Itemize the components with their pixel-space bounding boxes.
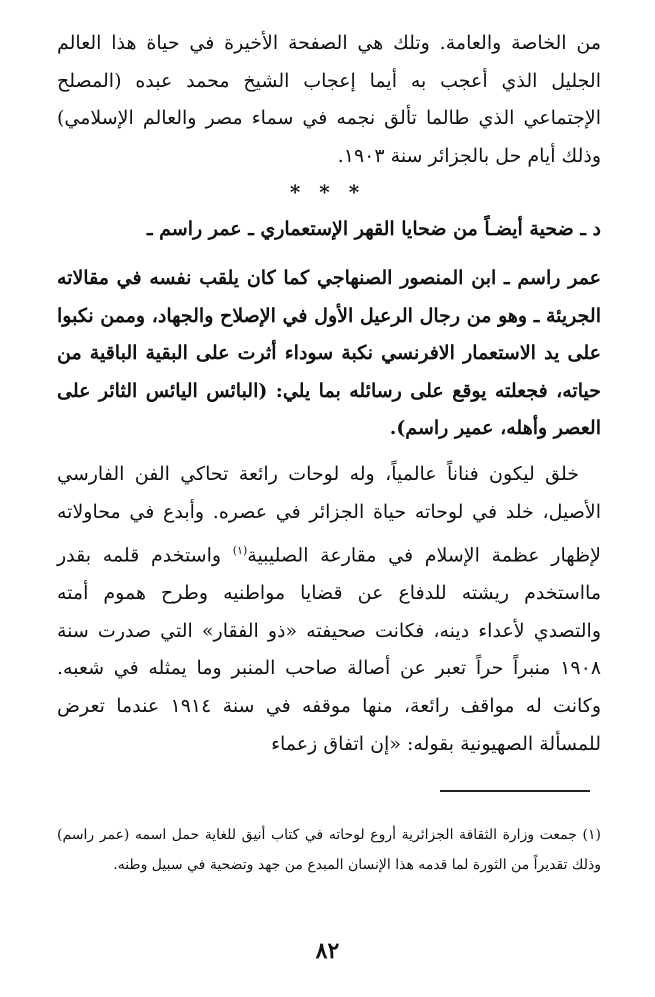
section-separator: * * * <box>289 180 366 204</box>
paragraph-main-part-1: خلق ليكون فناناً عالمياً، وله لوحات رائعة تحاكي الفن الفارسي الأصيل، خلد في لوحاته حياة الجزائر في عصره. وأبدع في محاولاته لإظهار عظمة الإسلام في مقارعة الصليبية <box>57 463 601 566</box>
footnote: (١) جمعت وزارة الثقافة الجزائرية أروع لوحاته في كتاب أنيق للغاية حمل اسمه (عمر راسم) وذلك تقديراً من الثورة لما قدمه هذا الإنسان المبدع من جهد وتضحية في سبيل وطنه. <box>57 827 601 873</box>
section-heading: د ـ ضحية أيضـاً من ضحايا القهر الإستعماري ـ عمر راسم ـ <box>146 218 601 240</box>
paragraph-main <box>57 456 601 764</box>
footnote-divider <box>440 790 590 792</box>
paragraph-top: من الخاصة والعامة. وتلك هي الصفحة الأخيرة في حياة هذا العالم الجليل الذي أعجب به أيما إعجاب الشيخ محمد عبده (المصلح الإجتماعي الذي طالما تألق نجمه في سماء مصر والعالم الإسلامي) وذلك أيام حل بالجزائر سنة ١٩٠٣. <box>57 32 601 167</box>
paragraph-main-part-2: واستخدم قلمه بقدر مااستخدم ريشته للدفاع عن قضايا مواطنيه وطرح هموم أمته والتصدي لأعداء دينه، فكانت صحيفته «ذو الفقار» التي صدرت سنة ١٩٠٨ منبراً حراً تعبر عن أصالة صاحب المنبر وما يمثله في شعبه. وكانت له مواقف رائعة، منها موقفه في سنة ١٩١٤ عندما تعرض للمسألة الصهيونية بقوله: «إن اتفاق زعماء <box>57 543 601 755</box>
footnote-marker[interactable]: (١) <box>232 543 248 557</box>
paragraph-bold-intro: عمر راسم ـ ابن المنصور الصنهاجي كما كان يلقب نفسه في مقالاته الجريئة ـ وهو من رجال الرعيل الأول في الإصلاح والجهاد، وممن نكبوا على يد الاستعمار الافرنسي نكبة سوداء أثرت على البقية الباقية من حياته، فجعلته يوقع على رسائله بما يلي: (البائس اليائس الثائر على العصر وأهله، عمير راسم). <box>57 267 601 439</box>
page-number: ٨٢ <box>315 938 340 964</box>
